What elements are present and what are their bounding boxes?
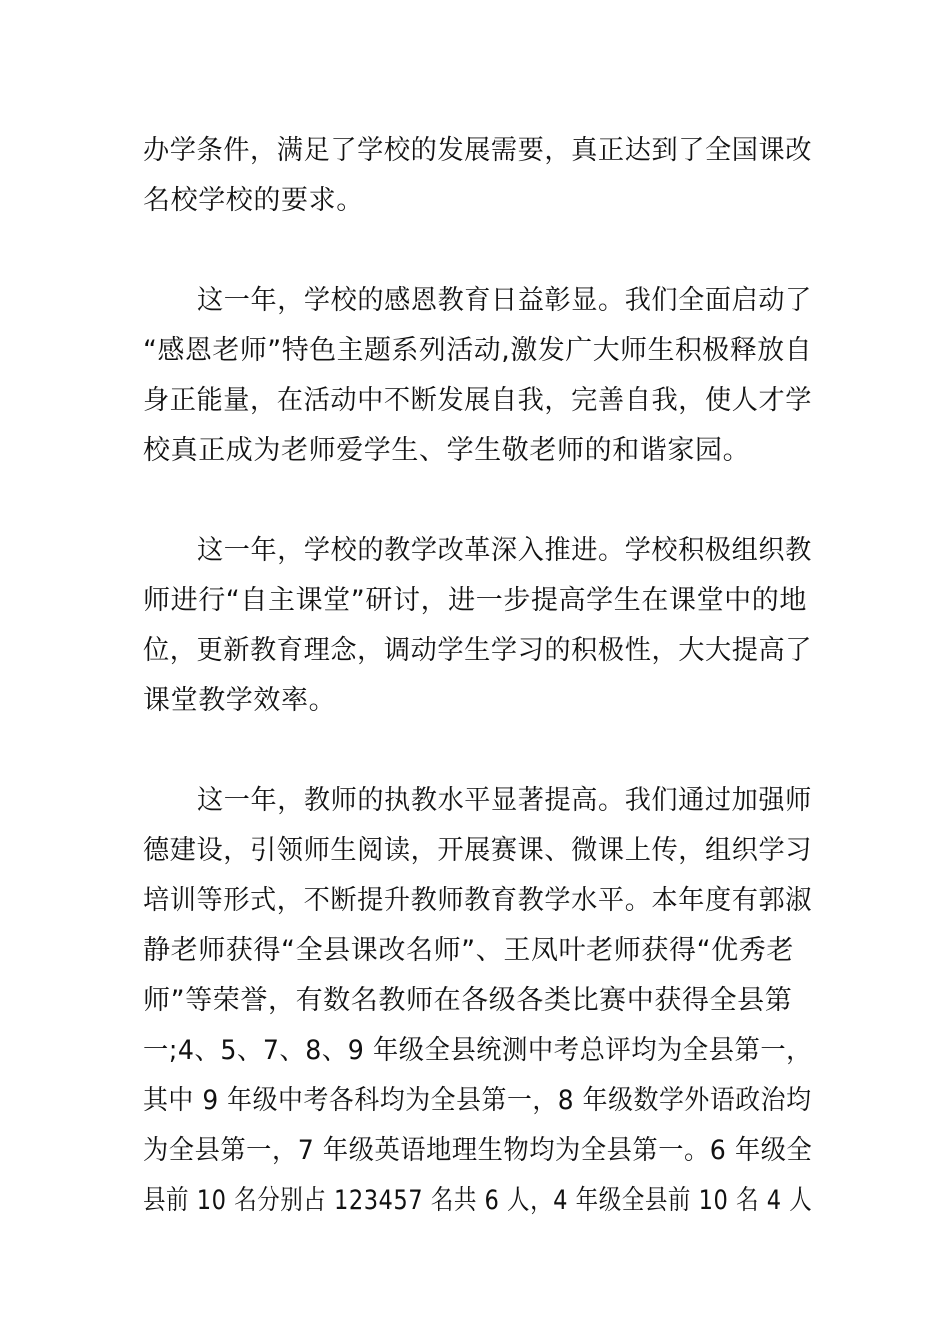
paragraph-4-line-1: 这一年，教师的执教水平显著提高。我们通过加强师 bbox=[197, 785, 812, 816]
paragraph-3-line-2: 师进行“自主课堂”研讨，进一步提高学生在课堂中的地 bbox=[143, 585, 807, 616]
paragraph-2-line-4: 校真正成为老师爱学生、学生敬老师的和谐家园。 bbox=[143, 435, 751, 466]
paragraph-4-line-9: 县前 10 名分别占 123457 名共 6 人，4 年级全县前 10 名 4 人 bbox=[143, 1185, 813, 1216]
paragraph-4-line-2: 德建设，引领师生阅读，开展赛课、微课上传，组织学习 bbox=[143, 835, 813, 866]
paragraph-2-line-2: “感恩老师”特色主题系列活动,激发广大师生积极释放自 bbox=[143, 335, 813, 366]
paragraph-3-line-1: 这一年，学校的教学改革深入推进。学校积极组织教 bbox=[197, 535, 812, 566]
paragraph-3-line-4: 课堂教学效率。 bbox=[143, 685, 337, 716]
paragraph-4-line-6: 一;4、5、7、8、9 年级全县统测中考总评均为全县第一， bbox=[143, 1035, 813, 1066]
paragraph-2-line-1: 这一年，学校的感恩教育日益彰显。我们全面启动了 bbox=[197, 285, 812, 316]
paragraph-1-line-2: 名校学校的要求。 bbox=[143, 185, 364, 216]
paragraph-4-line-7: 其中 9 年级中考各科均为全县第一，8 年级数学外语政治均 bbox=[143, 1085, 812, 1116]
paragraph-2-line-3: 身正能量，在活动中不断发展自我，完善自我，使人才学 bbox=[143, 385, 813, 416]
paragraph-4-line-3: 培训等形式，不断提升教师教育教学水平。本年度有郭淑 bbox=[143, 885, 813, 916]
paragraph-4-line-4: 静老师获得“全县课改名师”、王凤叶老师获得“优秀老 bbox=[143, 935, 794, 966]
paragraph-4-line-5: 师”等荣誉，有数名教师在各级各类比赛中获得全县第 bbox=[143, 985, 793, 1016]
paragraph-3-line-3: 位，更新教育理念，调动学生学习的积极性，大大提高了 bbox=[143, 635, 813, 666]
paragraph-1-line-1: 办学条件，满足了学校的发展需要，真正达到了全国课改 bbox=[143, 135, 813, 166]
paragraph-4-line-8: 为全县第一，7 年级英语地理生物均为全县第一。6 年级全 bbox=[143, 1135, 813, 1166]
